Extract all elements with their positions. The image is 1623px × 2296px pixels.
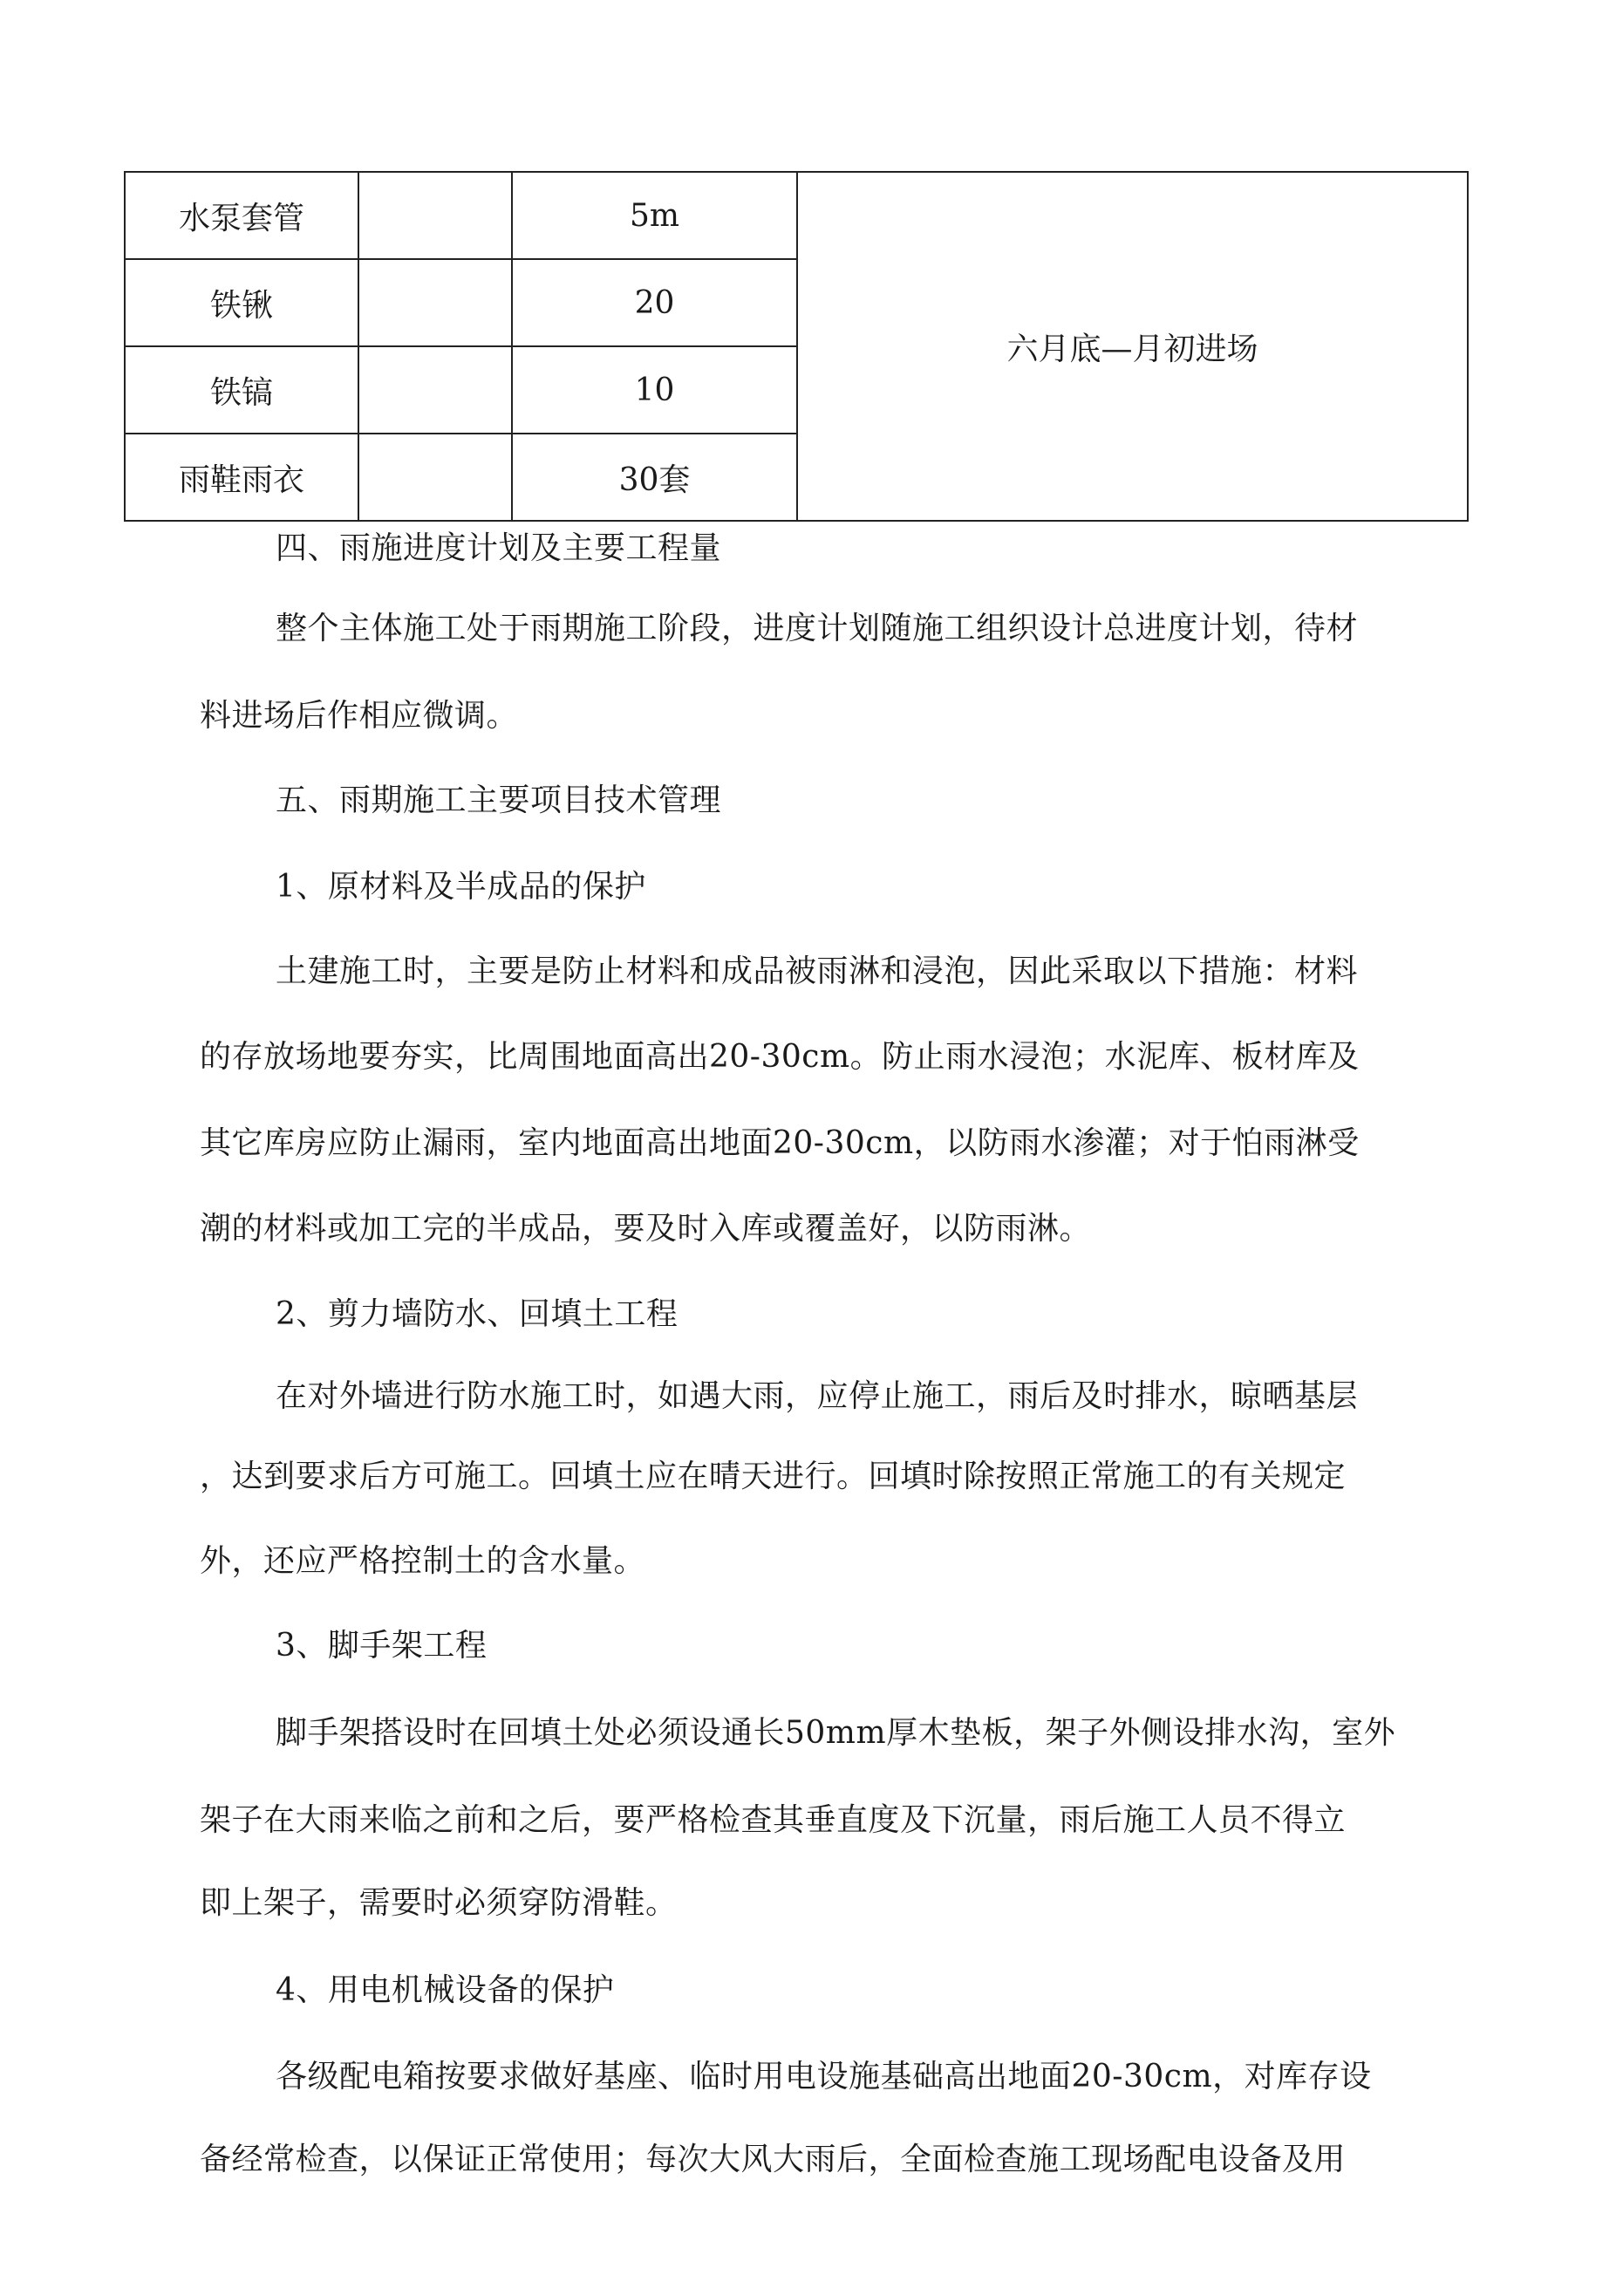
body-line: 整个主体施工处于雨期施工阶段，进度计划随施工组织设计总进度计划，待材	[276, 611, 1359, 646]
material-spec-cell	[358, 259, 512, 346]
material-spec-cell	[358, 172, 512, 259]
material-qty-cell: 10	[512, 346, 797, 434]
body-line: 土建施工时，主要是防止材料和成品被雨淋和浸泡，因此采取以下措施：材料	[276, 953, 1359, 989]
body-line: 即上架子，需要时必须穿防滑鞋。	[200, 1885, 678, 1921]
material-name-cell: 铁锹	[125, 259, 358, 346]
section-heading-5: 五、雨期施工主要项目技术管理	[276, 782, 722, 818]
material-spec-cell	[358, 346, 512, 434]
material-spec-cell	[358, 434, 512, 521]
materials-table	[124, 171, 1469, 522]
arrival-note-cell: 六月底—月初进场	[797, 172, 1468, 521]
material-qty-cell: 20	[512, 259, 797, 346]
material-qty-cell: 30套	[512, 434, 797, 521]
subsection-heading-2: 2、剪力墙防水、回填土工程	[276, 1296, 679, 1332]
subsection-heading-1: 1、原材料及半成品的保护	[276, 869, 646, 905]
body-line: 外，还应严格控制土的含水量。	[200, 1543, 646, 1579]
body-line: 料进场后作相应微调。	[200, 698, 519, 734]
material-qty-cell: 5m	[512, 172, 797, 259]
subsection-heading-4: 4、用电机械设备的保护	[276, 1972, 615, 2008]
table-row	[125, 172, 1468, 259]
body-line: 架子在大雨来临之前和之后，要严格检查其垂直度及下沉量，雨后施工人员不得立	[200, 1802, 1347, 1838]
body-line: 备经常检查，以保证正常使用；每次大风大雨后，全面检查施工现场配电设备及用	[200, 2142, 1347, 2177]
body-line: 脚手架搭设时在回填土处必须设通长50mm厚木垫板，架子外侧设排水沟，室外	[276, 1715, 1396, 1751]
body-line: ，达到要求后方可施工。回填土应在晴天进行。回填时除按照正常施工的有关规定	[200, 1459, 1347, 1494]
body-line: 的存放场地要夯实，比周围地面高出20-30cm。防止雨水浸泡；水泥库、板材库及	[200, 1039, 1360, 1075]
material-name-cell: 铁镐	[125, 346, 358, 434]
body-line: 在对外墙进行防水施工时，如遇大雨，应停止施工，雨后及时排水，晾晒基层	[276, 1378, 1359, 1414]
material-name-cell: 水泵套管	[125, 172, 358, 259]
body-line: 其它库房应防止漏雨，室内地面高出地面20-30cm，以防雨水渗灌；对于怕雨淋受	[200, 1125, 1360, 1161]
body-line: 潮的材料或加工完的半成品，要及时入库或覆盖好，以防雨淋。	[200, 1211, 1092, 1247]
section-heading-4: 四、雨施进度计划及主要工程量	[276, 530, 722, 566]
material-name-cell: 雨鞋雨衣	[125, 434, 358, 521]
subsection-heading-3: 3、脚手架工程	[276, 1628, 488, 1664]
body-line: 各级配电箱按要求做好基座、临时用电设施基础高出地面20-30cm，对库存设	[276, 2059, 1372, 2094]
